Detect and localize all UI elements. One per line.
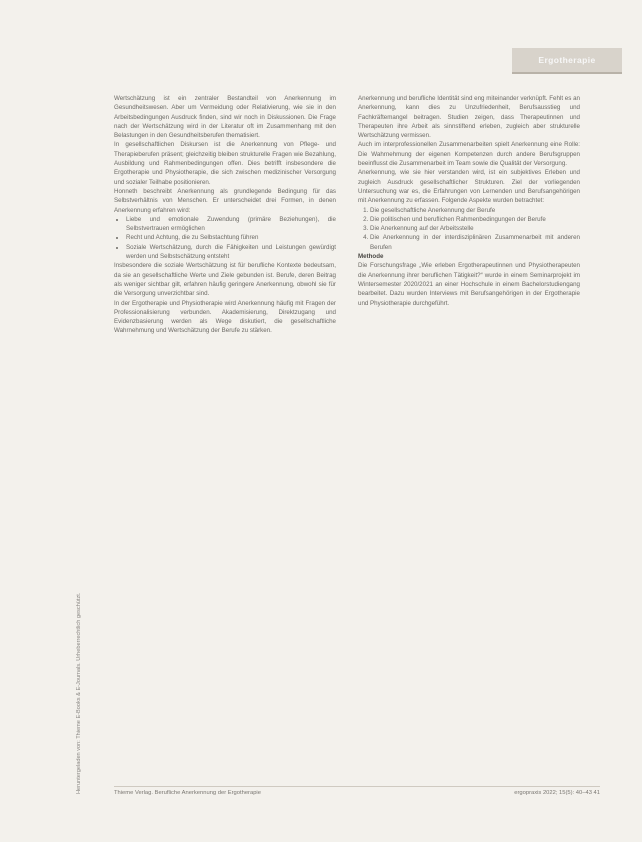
left-paragraph-4: Insbesondere die soziale Wertschätzung ist für berufliche Kontexte bedeutsam, da sie an gesellschaftliche Werte und Ziele gebunden ist. Berufe, deren Beitrag als weniger sichtbar gilt, erfahren häufig geringere Anerkennung, obwohl sie für die Versorgung unverzichtbar sind. [114, 262, 336, 298]
vertical-download-notice: Heruntergeladen von: Thieme E-Books & E-Journals. Urheberrechtlich geschützt. [76, 592, 82, 794]
bullet-item: • Soziale Wertschätzung, durch die Fähigkeiten und Leistungen gewürdigt werden und Selbstschätzung entsteht [126, 243, 336, 262]
vertical-sidebar [70, 82, 88, 794]
left-paragraph-3: Honneth beschreibt Anerkennung als grundlegende Bedingung für das Selbstverhältnis von Menschen. Er unterscheidet drei Formen, in denen Anerkennung erfahren wird: [114, 187, 336, 214]
section-tab-label: Ergotherapie [538, 55, 596, 65]
footer-journal-page: ergopraxis 2022; 15(5): 40–43 41 [514, 790, 600, 796]
footer-divider [114, 786, 600, 787]
left-column [114, 94, 336, 336]
methods-paragraph: Die Forschungsfrage „Wie erleben Ergotherapeutinnen und Physiotherapeuten die Anerkennung ihrer beruflichen Tätigkeit?“ wurde in einem Seminarprojekt im Wintersemester 2020/2021 an einer Hochschule in einem Bachelorstudiengang bearbeitet. Dazu wurden Interviews mit Berufsangehörigen in der Ergotherapie und Physiotherapie durchgeführt. [358, 262, 580, 307]
bullet-item: • Recht und Achtung, die zu Selbstachtung führen [126, 233, 336, 242]
right-paragraph-1: Anerkennung und berufliche Identität sind eng miteinander verknüpft. Fehlt es an Anerkennung, kann dies zu Unzufriedenheit, Berufsausstieg und Fachkräftemangel beitragen. Studien zeigen, dass Therapeutinnen und Therapeuten ihre Arbeit als sinnstiftend erleben, zugleich aber strukturelle Wertschätzung vermissen. [358, 95, 580, 140]
right-column [358, 94, 580, 308]
methods-heading: Methode [358, 253, 384, 261]
right-paragraph-2: Auch im interprofessionellen Zusammenarbeiten spielt Anerkennung eine Rolle: Die Wahrnehmung der eigenen Kompetenzen durch andere Berufsgruppen beeinflusst die Zusammenarbeit im Team sowie die Qualität der Versorgung. [358, 141, 580, 168]
left-paragraph-2: In gesellschaftlichen Diskursen ist die Anerkennung von Pflege- und Therapieberufen präsent; gleichzeitig bleiben strukturelle Fragen wie Bezahlung, Ausbildung und Rahmenbedingungen offen. Dies betrifft insbesondere die Ergotherapie und Physiotherapie, die sich zwischen medizinischer Versorgung und sozialer Teilhabe positionieren. [114, 141, 336, 186]
left-paragraph-5: In der Ergotherapie und Physiotherapie wird Anerkennung häufig mit Fragen der Professionalisierung verbunden. Akademisierung, Direktzugang und Evidenzbasierung werden als Wege diskutiert, die gesellschaftliche Wahrnehmung und Wertschätzung der Berufe zu stärken. [114, 299, 336, 335]
bullet-item: • Liebe und emotionale Zuwendung (primäre Beziehungen), die Selbstvertrauen ermöglichen [126, 215, 336, 234]
right-paragraph-3: Anerkennung, wie sie hier verstanden wird, ist ein subjektives Erleben und zugleich Ausdruck gesellschaftlicher Strukturen. Ziel der vorliegenden Untersuchung war es, die Erfahrungen von Lernenden und Berufsangehörigen mit Anerkennung zu erfassen. Folgende Aspekte wurden betrachtet: [358, 169, 580, 205]
list-item: 2. Die politischen und beruflichen Rahmenbedingungen der Berufe [370, 215, 580, 224]
list-item: 1. Die gesellschaftliche Anerkennung der Berufe [370, 206, 580, 215]
section-tab [512, 48, 622, 74]
left-paragraph-1: Wertschätzung ist ein zentraler Bestandteil von Anerkennung im Gesundheitswesen. Aber um Vermeidung oder Relativierung, wie sie in den Arbeitsbedingungen Ausdruck finden, sind wir noch in Diskussionen. Die Frage nach der Wertschätzung wird in der Literatur oft im Zusammenhang mit den Belastungen in den Gesundheitsberufen thematisiert. [114, 95, 336, 140]
aspects-list [358, 206, 580, 252]
list-item: 4. Die Anerkennung in der interdisziplinären Zusammenarbeit mit anderen Berufen [370, 233, 580, 252]
footer-citation: Thieme Verlag. Berufliche Anerkennung der Ergotherapie [114, 790, 261, 796]
anerkennung-bullets [114, 215, 336, 261]
list-item: 3. Die Anerkennung auf der Arbeitsstelle [370, 224, 580, 233]
